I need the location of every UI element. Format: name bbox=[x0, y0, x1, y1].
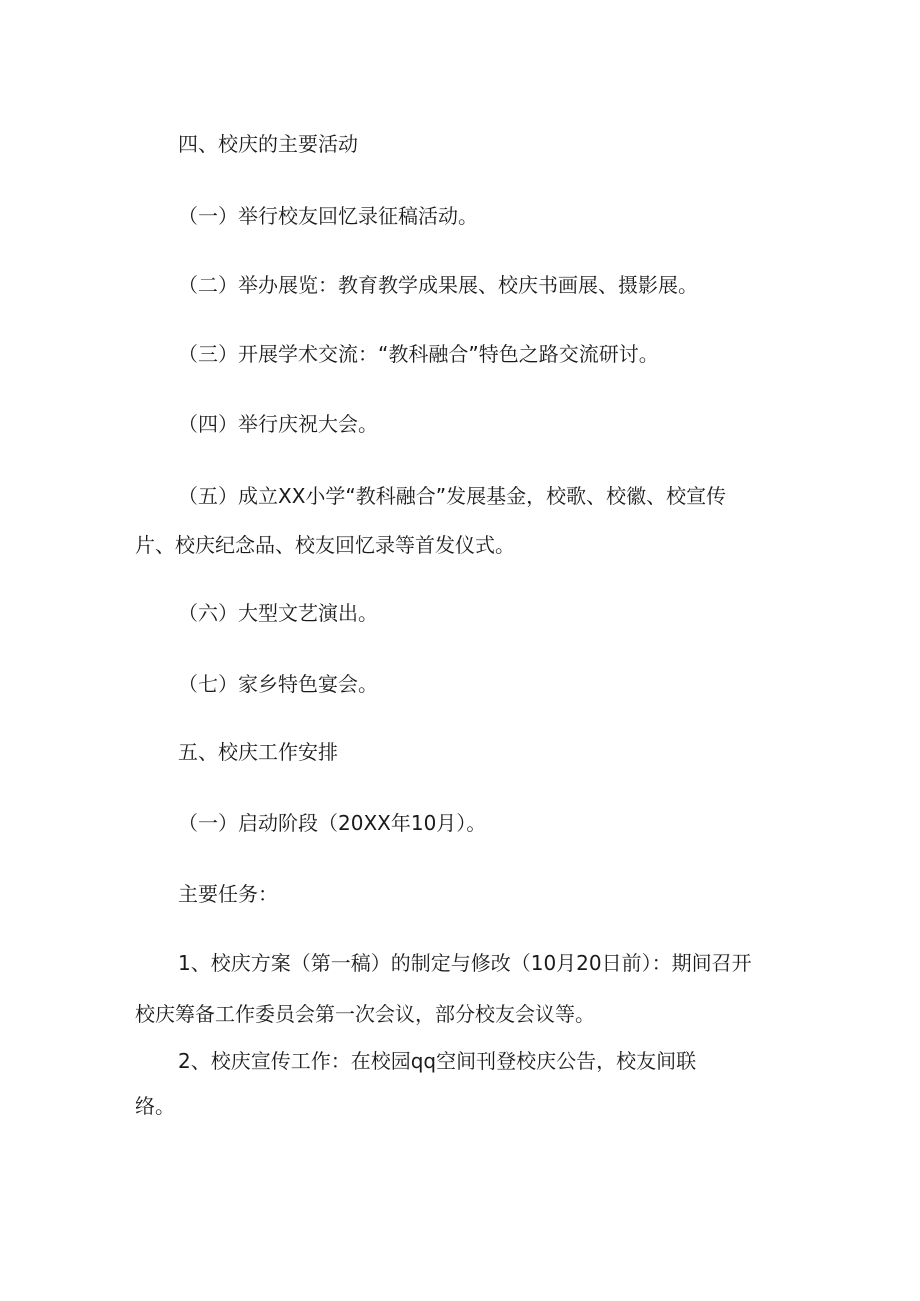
activity-item-5-line-1: （五）成立XX小学“教科融合”发展基金，校歌、校徽、校宣传 bbox=[178, 484, 727, 508]
tasks-label: 主要任务： bbox=[178, 882, 278, 906]
task-2-line-2: 络。 bbox=[135, 1094, 175, 1118]
activity-item-1: （一）举行校友回忆录征稿活动。 bbox=[178, 204, 478, 228]
activity-item-4: （四）举行庆祝大会。 bbox=[178, 412, 378, 436]
activity-item-2: （二）举办展览：教育教学成果展、校庆书画展、摄影展。 bbox=[178, 273, 698, 297]
section-heading-arrangements: 五、校庆工作安排 bbox=[178, 740, 338, 764]
activity-item-7: （七）家乡特色宴会。 bbox=[178, 672, 378, 696]
activity-item-6: （六）大型文艺演出。 bbox=[178, 601, 378, 625]
activity-item-5-line-2: 片、校庆纪念品、校友回忆录等首发仪式。 bbox=[135, 533, 515, 557]
activity-item-3: （三）开展学术交流：“教科融合”特色之路交流研讨。 bbox=[178, 342, 659, 366]
task-2-line-1: 2、校庆宣传工作：在校园qq空间刊登校庆公告，校友间联 bbox=[178, 1049, 697, 1073]
section-heading-activities: 四、校庆的主要活动 bbox=[178, 132, 358, 156]
task-1-line-1: 1、校庆方案（第一稿）的制定与修改（10月20日前）：期间召开 bbox=[178, 951, 752, 975]
task-1-line-2: 校庆筹备工作委员会第一次会议，部分校友会议等。 bbox=[135, 1002, 595, 1026]
phase-1-title: （一）启动阶段（20XX年10月）。 bbox=[178, 811, 487, 835]
